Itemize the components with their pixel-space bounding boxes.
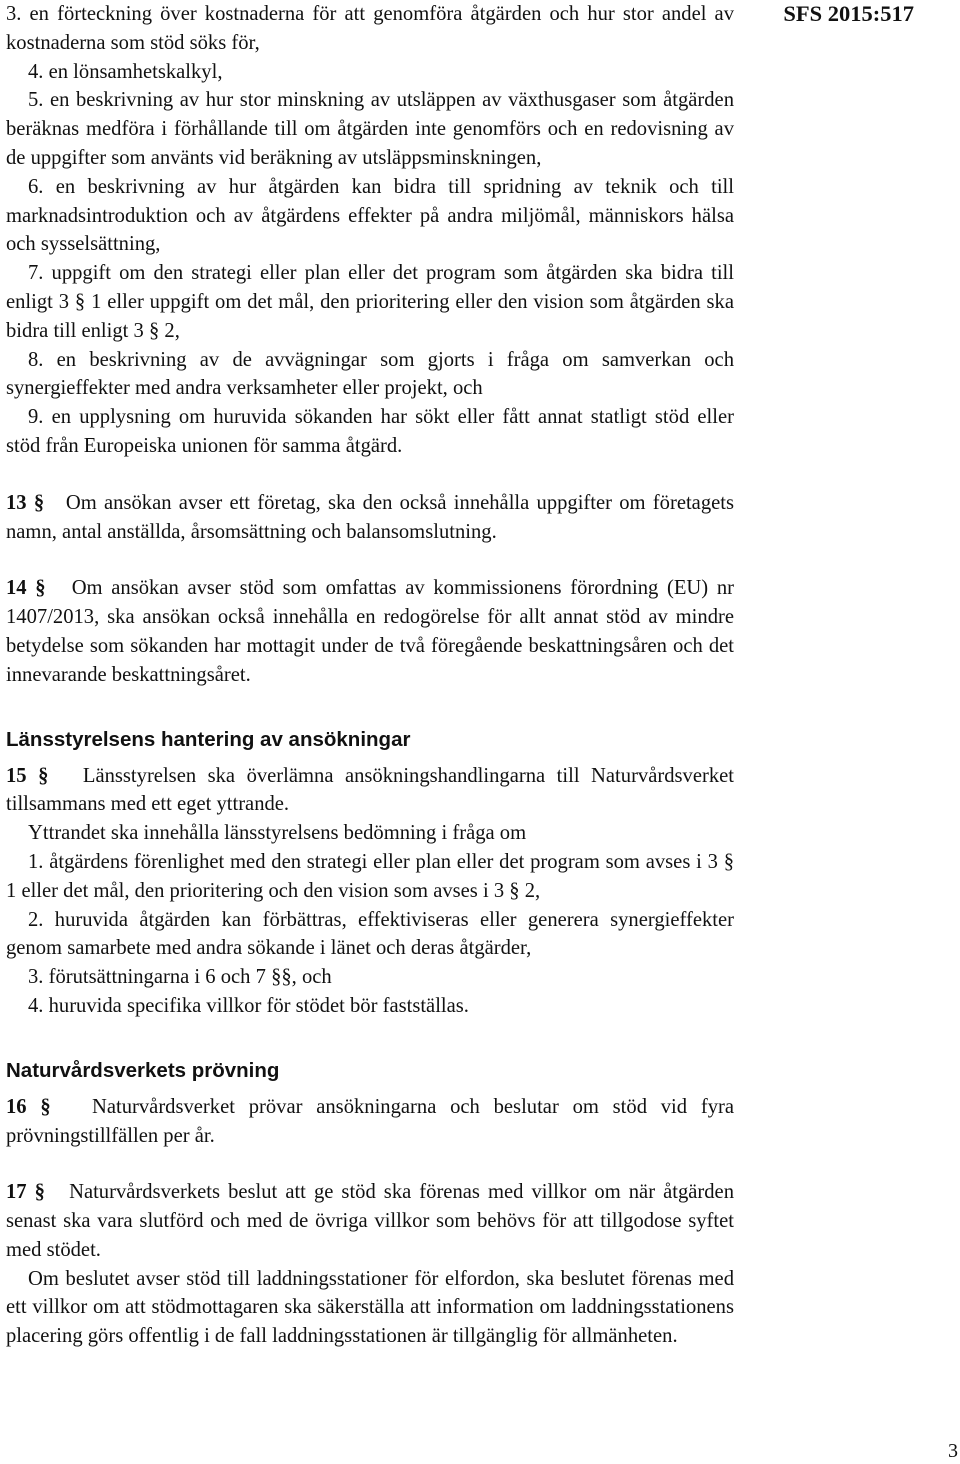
section-16: [6, 1093, 734, 1151]
section-13: [6, 489, 734, 547]
section-number: 17 §: [6, 1181, 45, 1204]
section-15-item-1: 1. åtgärdens förenlighet med den strategi eller plan eller det program som avses i 3 § 1 eller det mål, den prioritering och den vision som avses i 3 § 2,: [6, 850, 734, 902]
list-item-4: 4. en lönsamhetskalkyl,: [28, 60, 223, 83]
page-number: 3: [948, 1440, 958, 1462]
section-15-item-3: 3. förutsättningarna i 6 och 7 §§, och: [28, 966, 332, 989]
section-number: 15 §: [6, 764, 49, 787]
list-item-3: 3. en förteckning över kostnaderna för att genomföra åtgärden och hur stor andel av kostnaderna som stöd söks för,: [6, 3, 734, 54]
section-17: [6, 1178, 734, 1264]
section-15-intro: Yttrandet ska innehålla länsstyrelsens bedömning i fråga om: [28, 822, 527, 845]
list-item-5: 5. en beskrivning av hur stor minskning av utsläppen av växthusgaser som åtgärden beräknas medföra i förhållande till om åtgärden inte genomförs och en redovisning av de uppgifter som använts vid beräkning av utsläppsminskningen,: [6, 89, 734, 169]
section-14: [6, 574, 734, 689]
section-number: 14 §: [6, 577, 46, 600]
list-item-6: 6. en beskrivning av hur åtgärden kan bidra till spridning av teknik och till marknadsintroduktion och av åtgärdens effekter på andra miljömål, människors hälsa och sysselsättning,: [6, 175, 734, 256]
list-item-9: 9. en upplysning om huruvida sökanden har sökt eller fått annat statligt stöd eller stöd från Europeiska unionen för samma åtgärd.: [6, 406, 734, 457]
section-number: 13 §: [6, 491, 45, 514]
section-text: Om ansökan avser stöd som omfattas av kommissionens förordning (EU) nr 1407/2013, ska ansökan också innehålla en redogörelse för allt annat stöd av mindre betydelse som sökanden har mottagit under de två föregående beskattningsåren och det innevarande beskattningsåret.: [6, 577, 734, 686]
heading-naturvardsverkets-provning: Naturvårdsverkets prövning: [6, 1058, 280, 1082]
section-15-item-2: 2. huruvida åtgärden kan förbättras, effektiviseras eller generera synergieffekter genom samarbete med andra sökande i länet och deras åtgärder,: [6, 908, 734, 960]
sfs-number: SFS 2015:517: [783, 1, 914, 26]
section-17-paragraph-2: Om beslutet avser stöd till laddningsstationer för elfordon, ska beslutet förenas med ett villkor om att stödmottagaren ska säkerställa att information om laddningsstationens placering görs offentlig i de fall laddningsstationen är tillgänglig för allmänheten.: [6, 1267, 734, 1348]
heading-lansstyrelsens-hantering: Länsstyrelsens hantering av ansökningar: [6, 727, 411, 751]
list-item-8: 8. en beskrivning av de avvägningar som gjorts i fråga om samverkan och synergieffekter med andra verksamheter eller projekt, och: [6, 348, 734, 400]
section-text: Naturvårdsverkets beslut att ge stöd ska förenas med villkor om när åtgärden senast ska vara slutförd och med de övriga villkor som behövs för att tillgodose syftet med stödet.: [6, 1181, 734, 1261]
main-text-column: [6, 0, 734, 1351]
list-item-7: 7. uppgift om den strategi eller plan eller det program som åtgärden ska bidra till enligt 3 § 1 eller uppgift om det mål, den prioritering eller den vision som åtgärden ska bidra till enligt 3 § 2,: [6, 262, 734, 342]
section-text: Länsstyrelsen ska överlämna ansökningshandlingarna till Naturvårdsverket tillsammans med ett eget yttrande.: [6, 764, 734, 816]
section-15-item-4: 4. huruvida specifika villkor för stödet bör fastställas.: [28, 994, 469, 1017]
section-text: Om ansökan avser ett företag, ska den också innehålla uppgifter om företagets namn, antal anställda, årsomsättning och balansomslutning.: [6, 491, 734, 543]
section-15: [6, 762, 734, 820]
section-text: Naturvårdsverket prövar ansökningarna och beslutar om stöd vid fyra prövningstillfällen per år.: [6, 1095, 735, 1147]
section-number: 16 §: [6, 1095, 51, 1118]
